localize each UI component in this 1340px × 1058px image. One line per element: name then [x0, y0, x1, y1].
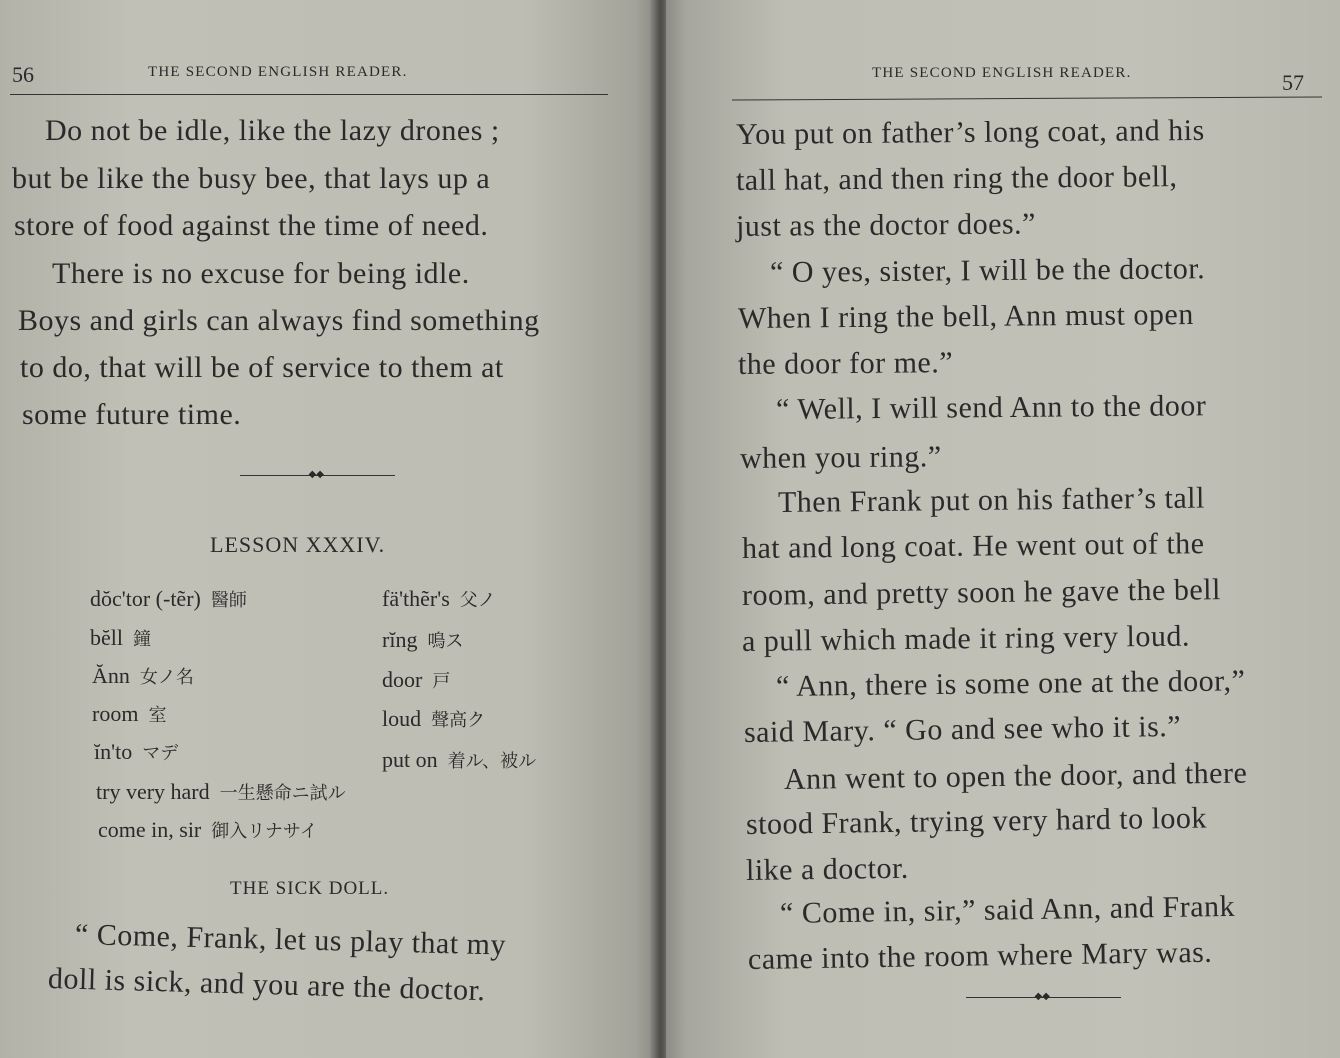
page-number: 57 — [1282, 70, 1304, 95]
vocab-item: dŏc'tor (-tẽr) 醫師 — [90, 586, 247, 611]
text-line: came into the room where Mary was. — [747, 935, 1213, 976]
text-line: the door for me.” — [737, 346, 954, 381]
text-line: said Mary. “ Go and see who it is.” — [743, 709, 1182, 749]
text-line: “ Come in, sir,” said Ann, and Frank — [779, 889, 1236, 930]
text-line: a pull which made it ring very loud. — [741, 619, 1191, 658]
text-line: Ann went to open the door, and there — [783, 756, 1248, 796]
running-head: THE SECOND ENGLISH READER. — [872, 65, 1132, 81]
text-line: There is no excuse for being idle. — [52, 257, 470, 290]
vocab-item: Ănn 女ノ名 — [92, 663, 194, 688]
text-line: like a doctor. — [745, 851, 910, 887]
vocab-item: room 室 — [92, 701, 167, 726]
text-line: Do not be idle, like the lazy drones ; — [45, 114, 500, 147]
ornamental-divider: ◆◆ — [240, 470, 395, 480]
story-title: THE SICK DOLL. — [230, 878, 390, 899]
vocab-item: fä'thẽr's 父ノ — [382, 586, 496, 611]
text-line: tall hat, and then ring the door bell, — [735, 160, 1178, 197]
right-page — [666, 0, 1340, 1058]
lesson-title: LESSON XXXIV. — [210, 532, 386, 557]
vocab-item: door 戸 — [382, 667, 451, 692]
text-line: some future time. — [22, 398, 242, 431]
header-rule — [10, 94, 608, 95]
text-line: Boys and girls can always find something — [18, 304, 540, 337]
text-line: just as the doctor does.” — [735, 207, 1037, 243]
vocab-item: try very hard 一生懸命ニ試ル — [96, 779, 346, 804]
text-line: to do, that will be of service to them at — [20, 351, 504, 384]
text-line: hat and long coat. He went out of the — [741, 527, 1205, 565]
vocab-item: bĕll 鐘 — [90, 625, 151, 650]
text-line: store of food against the time of need. — [14, 209, 489, 242]
text-line: “ Well, I will send Ann to the door — [775, 389, 1207, 426]
vocab-item: put on 着ル、被ル — [382, 747, 537, 772]
text-line: Then Frank put on his father’s tall — [777, 481, 1206, 519]
text-line: but be like the busy bee, that lays up a — [12, 162, 491, 195]
vocab-item: rĭng 鳴ス — [382, 627, 464, 652]
vocab-item: loud 聲高ク — [382, 706, 486, 731]
text-line: stood Frank, trying very hard to look — [745, 801, 1208, 841]
page-number: 56 — [12, 62, 34, 87]
text-line: when you ring.” — [739, 440, 942, 475]
text-line: “ O yes, sister, I will be the doctor. — [769, 252, 1206, 289]
running-head: THE SECOND ENGLISH READER. — [148, 64, 408, 80]
vocab-item: ĭn'to マデ — [94, 739, 179, 764]
header-rule — [732, 96, 1322, 100]
left-page — [0, 0, 655, 1058]
text-line: “ Ann, there is some one at the door,” — [775, 664, 1246, 703]
text-line: You put on father’s long coat, and his — [735, 113, 1205, 151]
text-line: “ Come, Frank, let us play that my — [74, 918, 507, 962]
vocab-item: come in, sir 御入リナサイ — [98, 817, 318, 842]
ornamental-divider: ◆◆ — [966, 992, 1121, 1002]
text-line: doll is sick, and you are the doctor. — [47, 962, 486, 1008]
text-line: When I ring the bell, Ann must open — [737, 298, 1194, 335]
text-line: room, and pretty soon he gave the bell — [741, 573, 1222, 612]
